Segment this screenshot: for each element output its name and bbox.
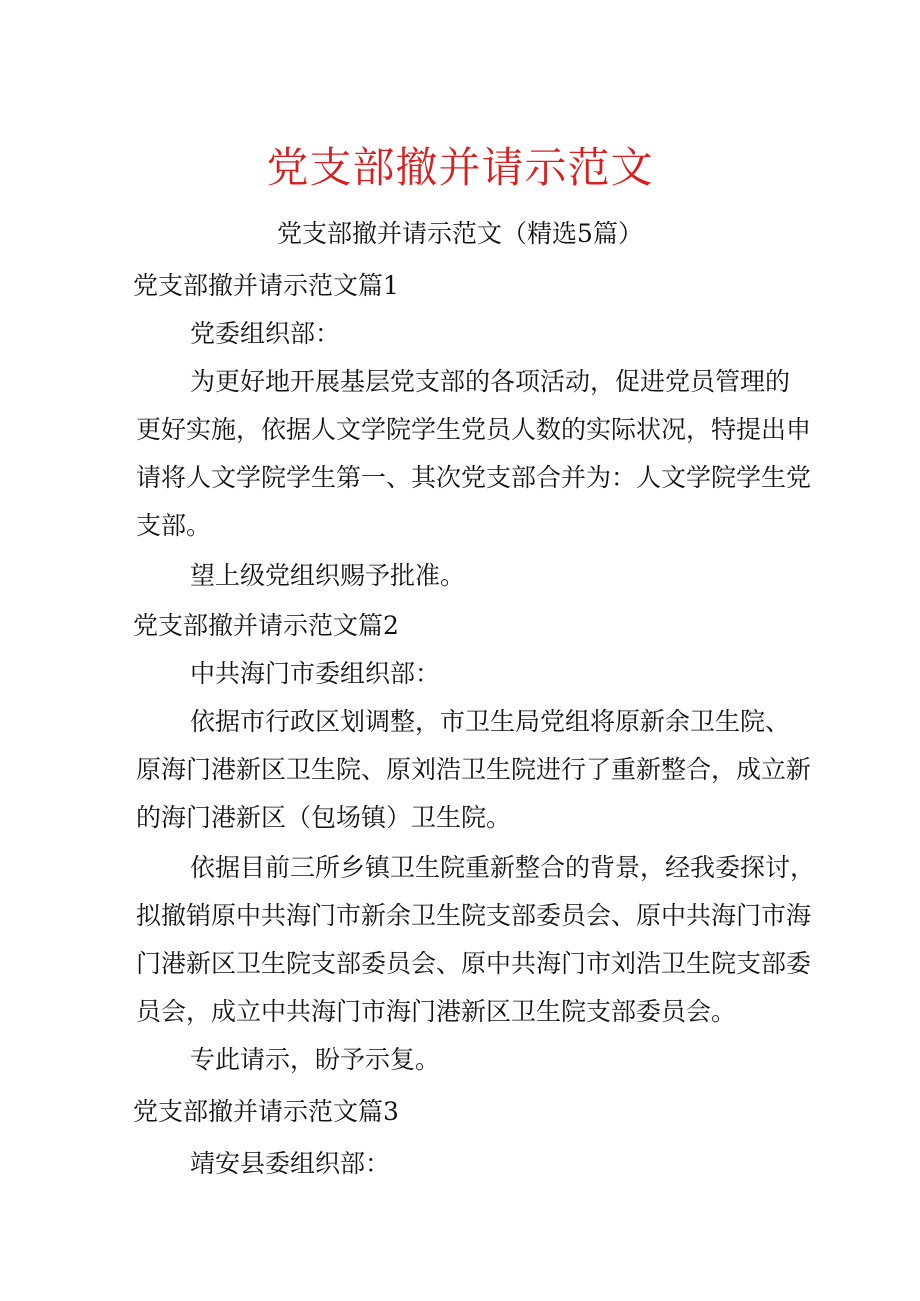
paragraph-line: 望上级党组织赐予批准。: [190, 561, 466, 590]
paragraph-line: 更好实施，依据人文学院学生党员人数的实际状况，特提出申: [136, 415, 812, 444]
paragraph-line: 的海门港新区（包场镇）卫生院。: [136, 803, 512, 832]
section-heading-1: 党支部撤并请示范文篇1: [133, 271, 399, 300]
paragraph-line: 原海门港新区卫生院、原刘浩卫生院进行了重新整合，成立新: [136, 755, 812, 784]
paragraph-line: 请将人文学院学生第一、其次党支部合并为：人文学院学生党: [136, 463, 812, 492]
paragraph-line: 专此请示，盼予示复。: [190, 1045, 441, 1074]
paragraph-line: 员会，成立中共海门市海门港新区卫生院支部委员会。: [136, 997, 737, 1026]
paragraph-line: 支部。: [136, 511, 212, 540]
salutation-1: 党委组织部：: [190, 319, 341, 348]
paragraph-line: 依据市行政区划调整，市卫生局党组将原新余卫生院、: [190, 707, 791, 736]
paragraph-line: 门港新区卫生院支部委员会、原中共海门市刘浩卫生院支部委: [136, 949, 812, 978]
section-heading-3: 党支部撤并请示范文篇3: [133, 1097, 399, 1126]
paragraph-line: 依据目前三所乡镇卫生院重新整合的背景，经我委探讨，: [190, 853, 816, 882]
salutation-2: 中共海门市委组织部：: [190, 659, 441, 688]
paragraph-line: 为更好地开展基层党支部的各项活动，促进党员管理的: [190, 367, 791, 396]
section-heading-2: 党支部撤并请示范文篇2: [133, 611, 399, 640]
paragraph-line: 拟撤销原中共海门市新余卫生院支部委员会、原中共海门市海: [136, 901, 812, 930]
document-title: 党支部撤并请示范文: [266, 143, 654, 192]
document-subtitle: 党支部撤并请示范文（精选5篇）: [277, 219, 643, 248]
salutation-3: 靖安县委组织部：: [190, 1149, 391, 1178]
